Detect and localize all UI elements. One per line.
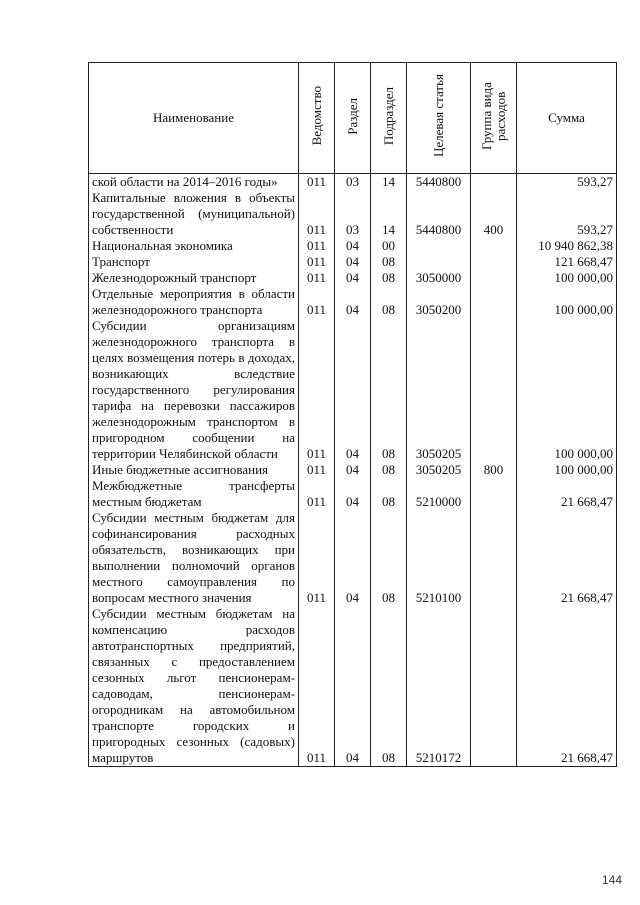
row-subsection: 08 xyxy=(371,270,407,286)
row-section: 04 xyxy=(335,270,371,286)
row-amount: 21 668,47 xyxy=(517,510,617,606)
row-subsection: 08 xyxy=(371,318,407,462)
row-amount: 100 000,00 xyxy=(517,318,617,462)
row-section: 04 xyxy=(335,462,371,478)
row-amount: 21 668,47 xyxy=(517,478,617,510)
row-section: 04 xyxy=(335,478,371,510)
row-name: Отдельные мероприятия в области железнодорожного транспорта xyxy=(89,286,299,318)
row-department: 011 xyxy=(299,318,335,462)
row-target: 5440800 xyxy=(407,190,471,238)
table-row xyxy=(89,606,617,767)
row-expense-group: 400 xyxy=(471,190,517,238)
row-target xyxy=(407,254,471,270)
row-subsection: 08 xyxy=(371,254,407,270)
row-expense-group xyxy=(471,254,517,270)
row-name: ской области на 2014–2016 годы» xyxy=(89,174,299,191)
row-subsection: 08 xyxy=(371,478,407,510)
table-row xyxy=(89,238,617,254)
header-department: Ведомство xyxy=(299,63,335,174)
row-subsection: 14 xyxy=(371,190,407,238)
row-name: Субсидии организациям железнодорожного транспорта в целях возмещения потерь в доходах, возникающих вследствие государственного регулирования тарифа на перевозки пассажиров железнодорожным транспортом в пригородном сообщении на территории Челябинской области xyxy=(89,318,299,462)
table-row xyxy=(89,510,617,606)
row-target: 5440800 xyxy=(407,174,471,191)
row-subsection: 08 xyxy=(371,606,407,767)
row-expense-group xyxy=(471,606,517,767)
row-expense-group xyxy=(471,238,517,254)
header-subsection: Подраздел xyxy=(371,63,407,174)
row-target xyxy=(407,238,471,254)
row-target: 5210100 xyxy=(407,510,471,606)
row-section: 04 xyxy=(335,606,371,767)
budget-table xyxy=(88,62,617,767)
row-department: 011 xyxy=(299,478,335,510)
row-amount: 21 668,47 xyxy=(517,606,617,767)
row-name: Межбюджетные трансферты местным бюджетам xyxy=(89,478,299,510)
row-department: 011 xyxy=(299,510,335,606)
row-target: 5210000 xyxy=(407,478,471,510)
table-row xyxy=(89,478,617,510)
table-header-row xyxy=(89,63,617,174)
row-expense-group: 800 xyxy=(471,462,517,478)
row-name: Капитальные вложения в объекты государственной (муниципальной) собственности xyxy=(89,190,299,238)
row-department: 011 xyxy=(299,174,335,191)
row-subsection: 00 xyxy=(371,238,407,254)
row-target: 3050200 xyxy=(407,286,471,318)
row-department: 011 xyxy=(299,238,335,254)
row-department: 011 xyxy=(299,254,335,270)
row-expense-group xyxy=(471,286,517,318)
header-expense-group: Группа вида расходов xyxy=(471,63,517,174)
row-section: 04 xyxy=(335,238,371,254)
row-amount: 100 000,00 xyxy=(517,286,617,318)
table-row xyxy=(89,462,617,478)
row-target: 3050000 xyxy=(407,270,471,286)
row-target: 5210172 xyxy=(407,606,471,767)
row-amount: 121 668,47 xyxy=(517,254,617,270)
row-name: Субсидии местным бюджетам для софинансирования расходных обязательств, возникающих при выполнении полномочий органов местного самоуправления по вопросам местного значения xyxy=(89,510,299,606)
row-amount: 100 000,00 xyxy=(517,270,617,286)
row-section: 03 xyxy=(335,190,371,238)
row-subsection: 08 xyxy=(371,286,407,318)
row-target: 3050205 xyxy=(407,462,471,478)
row-department: 011 xyxy=(299,190,335,238)
row-amount: 593,27 xyxy=(517,174,617,191)
row-name: Железнодорожный транспорт xyxy=(89,270,299,286)
row-amount: 100 000,00 xyxy=(517,462,617,478)
row-department: 011 xyxy=(299,270,335,286)
table-row xyxy=(89,318,617,462)
row-expense-group xyxy=(471,174,517,191)
row-name: Транспорт xyxy=(89,254,299,270)
row-name: Субсидии местным бюджетам на компенсацию расходов автотранспортных предприятий, связанных с предоставлением сезонных льгот пенсионерам-садоводам, пенсионерам-огородникам на автомобильном транспорте городских и пригородных сезонных (садовых) маршрутов xyxy=(89,606,299,767)
table-row xyxy=(89,286,617,318)
row-section: 03 xyxy=(335,174,371,191)
row-expense-group xyxy=(471,510,517,606)
table-row xyxy=(89,254,617,270)
row-name: Иные бюджетные ассигнования xyxy=(89,462,299,478)
header-target: Целевая статья xyxy=(407,63,471,174)
row-amount: 10 940 862,38 xyxy=(517,238,617,254)
row-department: 011 xyxy=(299,462,335,478)
page-number: 144 xyxy=(601,873,622,887)
row-name: Национальная экономика xyxy=(89,238,299,254)
row-section: 04 xyxy=(335,318,371,462)
row-subsection: 14 xyxy=(371,174,407,191)
table-row xyxy=(89,174,617,191)
row-target: 3050205 xyxy=(407,318,471,462)
table-row xyxy=(89,270,617,286)
row-section: 04 xyxy=(335,286,371,318)
row-subsection: 08 xyxy=(371,510,407,606)
row-section: 04 xyxy=(335,254,371,270)
header-name: Наименование xyxy=(89,63,299,174)
table-row xyxy=(89,190,617,238)
header-amount: Сумма xyxy=(517,63,617,174)
row-department: 011 xyxy=(299,606,335,767)
row-amount: 593,27 xyxy=(517,190,617,238)
row-expense-group xyxy=(471,270,517,286)
row-expense-group xyxy=(471,318,517,462)
header-section: Раздел xyxy=(335,63,371,174)
row-expense-group xyxy=(471,478,517,510)
row-department: 011 xyxy=(299,286,335,318)
row-subsection: 08 xyxy=(371,462,407,478)
row-section: 04 xyxy=(335,510,371,606)
